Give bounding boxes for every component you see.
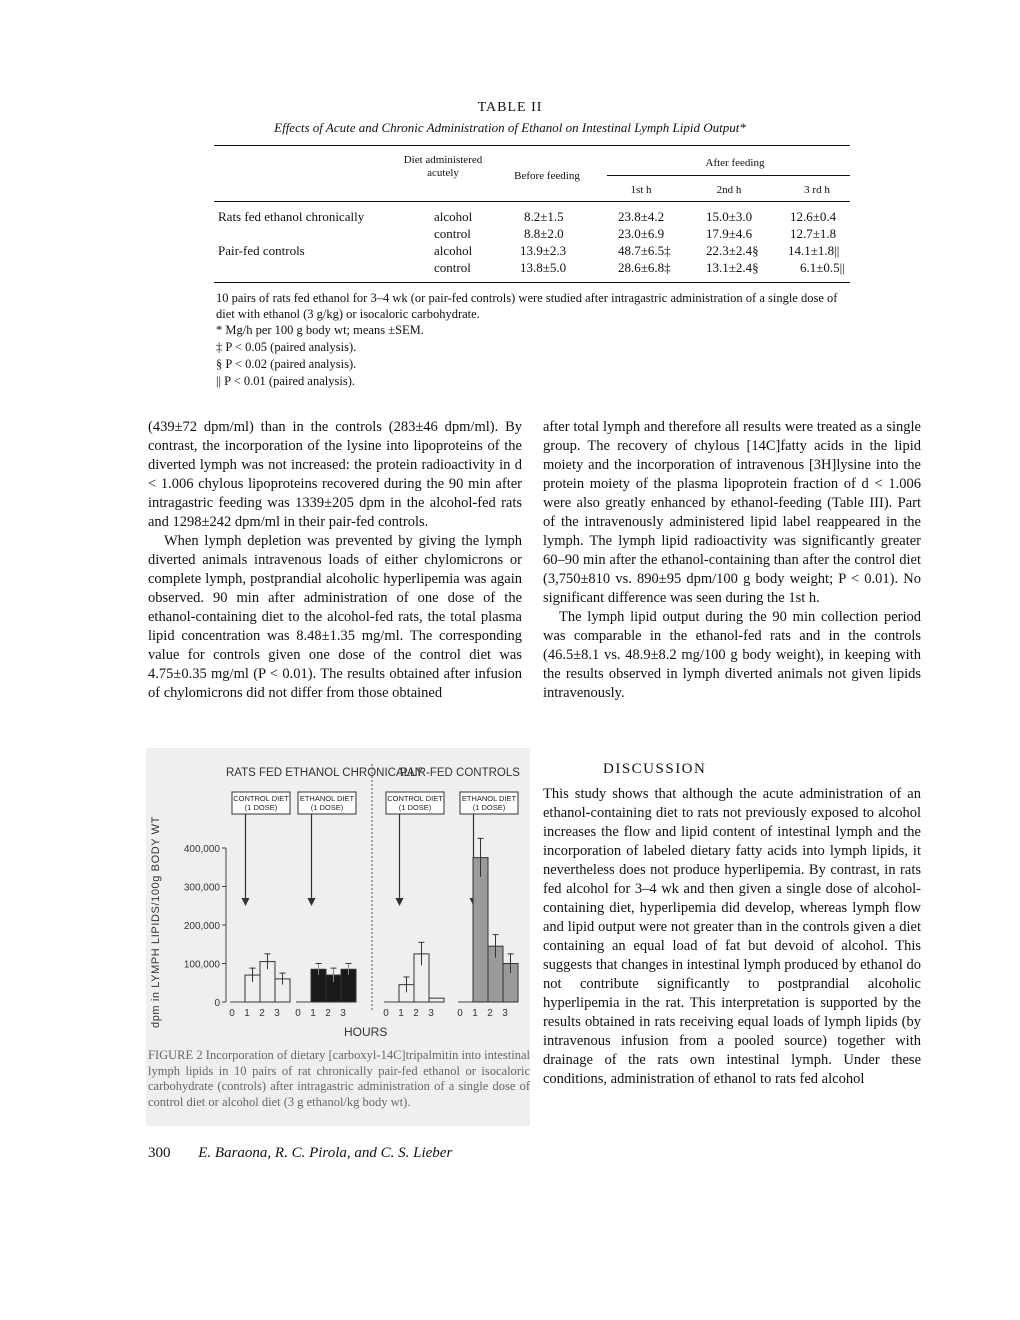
- group-label: Pair-fed controls: [218, 243, 305, 258]
- paragraph: When lymph depletion was prevented by giving the lymph diverted animals intravenous loads of either chylomicrons or complete lymph, postprandial alcoholic hyperlipemia was again observed. 90 min after administration of one dose of the ethanol-containing diet to the alcohol-fed rats, the total plasma lipid concentration was 8.48±1.35 mg/ml. The corresponding value for controls given one dose of the control diet was 4.75±0.35 mg/ml (P < 0.01). The results obtained after infusion of chylomicrons did not differ from those obtained: [148, 533, 522, 701]
- x-tick-label: 0: [295, 1008, 301, 1019]
- left-column: [148, 418, 522, 703]
- table-footnote: § P < 0.02 (paired analysis).: [216, 357, 357, 371]
- arrow-head: [308, 898, 316, 906]
- x-tick-label: 2: [259, 1008, 265, 1019]
- arrow-head: [396, 898, 404, 906]
- cell-h3: 12.7±1.8: [790, 226, 837, 241]
- table-footnote: ‡ P < 0.05 (paired analysis).: [216, 340, 357, 354]
- x-tick-label: 1: [310, 1008, 316, 1019]
- header-diet: Diet administered acutely: [403, 154, 483, 179]
- cell-h1: 23.8±4.2: [618, 209, 665, 224]
- y-tick-label: 0: [214, 998, 220, 1009]
- chart-panel: [457, 792, 518, 1019]
- panel-legend-label: (1 DOSE): [244, 803, 278, 812]
- chart-panel: [229, 792, 290, 1019]
- cell-before: 8.8±2.0: [524, 226, 564, 241]
- after-rule: [607, 175, 850, 176]
- x-tick-label: 0: [383, 1008, 389, 1019]
- chart-title-right: PAIR-FED CONTROLS: [400, 767, 520, 779]
- figure-chart: [146, 748, 530, 1048]
- panel-legend-label: CONTROL DIET: [233, 794, 289, 803]
- x-tick-label: 3: [502, 1008, 508, 1019]
- right-column-lower: [543, 785, 921, 1089]
- cell-before: 13.9±2.3: [520, 243, 567, 258]
- table-top-rule: [214, 145, 850, 146]
- cell-diet: alcohol: [434, 209, 473, 224]
- panel-legend-label: (1 DOSE): [472, 803, 506, 812]
- cell-diet: control: [434, 226, 471, 241]
- cell-diet: alcohol: [434, 243, 473, 258]
- x-tick-label: 3: [274, 1008, 280, 1019]
- header-h2: 2nd h: [716, 184, 742, 196]
- x-tick-label: 3: [340, 1008, 346, 1019]
- y-tick-label: 300,000: [183, 882, 220, 894]
- paragraph: The lymph lipid output during the 90 min collection period was comparable in the ethanol-fed rats and in the controls (46.5±8.1 vs. 48.9±8.2 mg/100 g body weight), in keeping with the results observed in lymph diverted animals not given lipids intravenously.: [543, 609, 921, 701]
- x-tick-label: 1: [472, 1008, 478, 1019]
- paragraph: (439±72 dpm/ml) than in the controls (283±46 dpm/ml). By contrast, the incorporation of the lysine into lipoproteins of the diverted lymph was not increased: the protein radioactivity in d < 1.006 chylous lipoproteins recovered during the 90 min after intragastric feeding was 1339±205 dpm in the alcohol-fed rats and 1298±242 dpm/ml in their pair-fed controls.: [148, 419, 522, 530]
- x-tick-label: 0: [457, 1008, 463, 1019]
- panel-legend-label: CONTROL DIET: [387, 794, 443, 803]
- bar: [473, 858, 488, 1002]
- panel-legend-label: (1 DOSE): [310, 803, 344, 812]
- y-tick-label: 400,000: [183, 844, 220, 855]
- authors: E. Baraona, R. C. Pirola, and C. S. Lieber: [198, 1145, 453, 1161]
- arrow-head: [242, 898, 250, 906]
- table-bottom-rule: [214, 282, 850, 283]
- y-tick-label: 100,000: [183, 959, 220, 971]
- y-axis-label: dpm in LYMPH LIPIDS/100g BODY WT: [150, 816, 162, 1028]
- panel-legend-label: ETHANOL DIET: [461, 794, 517, 803]
- x-tick-label: 1: [244, 1008, 250, 1019]
- cell-h2: 15.0±3.0: [706, 209, 753, 224]
- chart-panel: [295, 792, 356, 1019]
- figure-caption: FIGURE 2 Incorporation of dietary [carboxyl-14C]tripalmitin into intestinal lymph lipids in 10 pairs of rat chronically pair-fed ethanol or isocaloric carbohydrate (controls) after intragastric administration of a single dose of control diet or alcohol diet (3 g ethanol/kg body wt).: [148, 1048, 530, 1109]
- cell-h1: 48.7±6.5‡: [618, 243, 671, 258]
- header-h3: 3 rd h: [804, 184, 830, 196]
- x-tick-label: 0: [229, 1008, 235, 1019]
- table-footnote: || P < 0.01 (paired analysis).: [216, 374, 355, 388]
- bar: [429, 998, 444, 1002]
- panel-legend-label: ETHANOL DIET: [299, 794, 355, 803]
- header-h1: 1st h: [630, 184, 652, 196]
- table-subtitle: Effects of Acute and Chronic Administration of Ethanol on Intestinal Lymph Lipid Output*: [274, 120, 746, 135]
- x-tick-label: 1: [398, 1008, 404, 1019]
- chart-title-left: RATS FED ETHANOL CHRONICALLY: [226, 767, 424, 779]
- paragraph: This study shows that although the acute administration of an ethanol-containing diet to rats not previously exposed to alcohol increases the flow and lipid content of intestinal lymph and the incorporation of labeled dietary fatty acids into lymph lipids, it nevertheless does not produce hyperlipemia. By contrast, in rats fed alcohol for 3–4 wk and then given a single dose of alcohol-containing diet, hyperlipemia did develop, whereas lymph flow and lipid output were not greater than in the controls given a diet containing an equal load of fat but devoid of alcohol. This suggests that changes in intestinal lymph produced by ethanol do not contribute significantly to postprandial alcoholic hyperlipemia in the rat. This interpretation is supported by the results obtained in rats receiving equal loads of lymph lipids (by intravenous infusion from a pooled source) together with drainage of the rats own intestinal lymph. Under these conditions, administration of ethanol to rats fed alcohol: [543, 786, 921, 1087]
- paragraph: after total lymph and therefore all results were treated as a single group. The recovery of chylous [14C]fatty acids in the lipid moiety and the incorporation of intravenous [3H]lysine into the protein moiety of the plasma lipoprotein fraction of d < 1.006 were also greatly enhanced by ethanol-feeding (Table III). Part of the intravenously administered lipid label reappeared in the lymph. The lymph lipid radioactivity was significantly greater 60–90 min after the ethanol-containing than after the control diet (3,750±810 vs. 890±95 dpm/100 g body weight; P < 0.01). No significant difference was seen during the 1st h.: [543, 419, 921, 606]
- chart-panel: [383, 792, 444, 1019]
- cell-before: 8.2±1.5: [524, 209, 564, 224]
- cell-h3: 14.1±1.8||: [788, 243, 840, 258]
- table-title: TABLE II: [477, 100, 543, 115]
- y-tick-label: 200,000: [183, 921, 220, 932]
- header-before: Before feeding: [514, 170, 580, 182]
- section-heading: DISCUSSION: [603, 761, 707, 777]
- x-tick-label: 2: [413, 1008, 419, 1019]
- header-rule: [214, 201, 850, 202]
- cell-h1: 23.0±6.9: [618, 226, 665, 241]
- table-footnote: 10 pairs of rats fed ethanol for 3–4 wk (or pair-fed controls) were studied after intragastric administration of a single dose of diet with ethanol (3 g/kg) or isocaloric carbohydrate.: [216, 291, 838, 321]
- cell-before: 13.8±5.0: [520, 260, 567, 275]
- cell-h2: 22.3±2.4§: [706, 243, 759, 258]
- header-after: After feeding: [705, 157, 765, 169]
- cell-h2: 13.1±2.4§: [706, 260, 759, 275]
- x-tick-label: 2: [325, 1008, 331, 1019]
- page-number: 300: [148, 1145, 171, 1161]
- x-axis-label: HOURS: [344, 1025, 388, 1039]
- x-tick-label: 2: [487, 1008, 493, 1019]
- group-label: Rats fed ethanol chronically: [218, 209, 365, 224]
- cell-h3: 12.6±0.4: [790, 209, 837, 224]
- x-tick-label: 3: [428, 1008, 434, 1019]
- table-footnote: * Mg/h per 100 g body wt; means ±SEM.: [216, 323, 424, 337]
- cell-diet: control: [434, 260, 471, 275]
- cell-h1: 28.6±6.8‡: [618, 260, 671, 275]
- page-footer: [148, 1145, 452, 1162]
- cell-h3: 6.1±0.5||: [800, 260, 845, 275]
- panel-legend-label: (1 DOSE): [398, 803, 432, 812]
- right-column: [543, 418, 921, 703]
- cell-h2: 17.9±4.6: [706, 226, 753, 241]
